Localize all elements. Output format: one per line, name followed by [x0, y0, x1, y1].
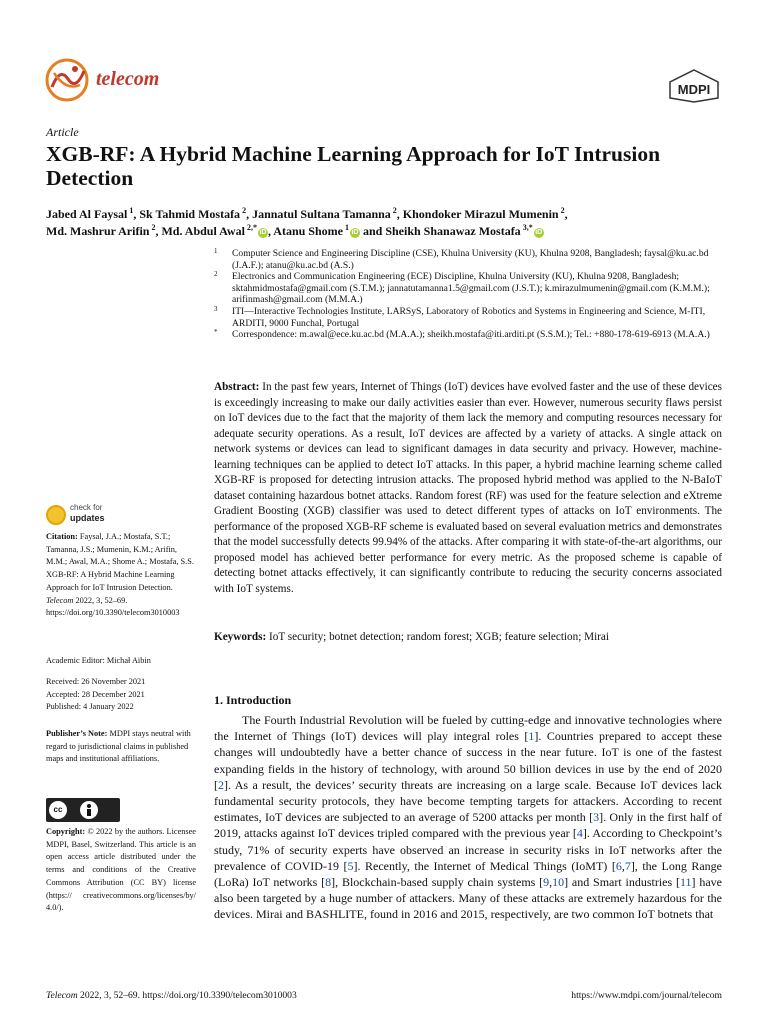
- intro-text-segment: ], the Long Range (LoRa) IoT networks [: [214, 858, 722, 890]
- reference-link[interactable]: 7: [624, 858, 631, 873]
- intro-text-segment: ], Blockchain-based supply chain systems [: [331, 875, 544, 890]
- intro-text-segment: ]. Only in the first half of 2019, attacks against IoT devices tripled compared with the previous year [: [214, 810, 722, 841]
- mdpi-logo-text: MDPI: [677, 82, 711, 97]
- author-affiliation-mark: 2: [240, 206, 247, 215]
- journal-name[interactable]: telecom: [96, 68, 160, 90]
- orcid-icon[interactable]: iD: [351, 229, 359, 236]
- reference-link[interactable]: 4: [576, 826, 583, 841]
- author-affiliation-mark: 2: [558, 206, 565, 215]
- publication-dates: [46, 676, 196, 714]
- reference-link[interactable]: 10: [552, 875, 565, 890]
- check-updates-icon: [46, 505, 66, 525]
- keywords: [214, 630, 722, 646]
- check-updates-label: check for updates: [70, 503, 105, 523]
- intro-text-segment: ] have also been targeted by a huge number of attackers. Many of these attacks are extremely hazardous for the devices. Mirai and BASHLITE, found in 2016 and 2015, respectively, are two common IoT botnets that: [214, 875, 722, 922]
- author-affiliation-mark: 2,*: [244, 223, 257, 232]
- citation-block: Citation: Faysal, J.A.; Mostafa, S.T.; Tamanna, J.S.; Mumenin, K.M.; Arifin, M.M.; Awal, M.A.; Shome A.; Mostafa, S.S. XGB-RF: A Hybrid Machine Learning Approach for IoT Intrusion Detection. Telecom 2022, 3, 52–69. https://doi.org/10.3390/telecom3010003: [46, 532, 194, 618]
- intro-text-segment: ] and Smart industries [: [564, 875, 680, 890]
- accepted-date: Accepted: 28 December 2021: [46, 689, 145, 699]
- publisher-note: Publisher’s Note: MDPI stays neutral with regard to jurisdictional claims in published maps and institutional affiliations.: [46, 729, 191, 764]
- author-name: Khondoker Mirazul Mumenin: [402, 207, 559, 221]
- intro-text-segment: ,: [621, 858, 625, 873]
- author-affiliation-mark: 1: [342, 223, 349, 232]
- reference-link[interactable]: 6: [615, 858, 622, 873]
- check-for-updates-button[interactable]: [46, 503, 136, 529]
- copyright-notice: Copyright: © 2022 by the authors. Licensee MDPI, Basel, Switzerland. This article is an open access article distributed under the terms and conditions of the Creative Commons Attribution (CC BY) license (https:// creativecommons.org/licenses/by/ 4.0/).: [46, 827, 196, 913]
- affiliations: [214, 248, 726, 341]
- cc-by-license-badge[interactable]: [46, 798, 120, 822]
- affiliation-item: [214, 306, 726, 329]
- reference-link[interactable]: 3: [593, 810, 600, 825]
- section-heading-introduction: 1. Introduction: [214, 693, 292, 707]
- paper-title: XGB-RF: A Hybrid Machine Learning Approach for IoT Intrusion Detection: [46, 142, 661, 190]
- author-name: Md. Mashrur Arifin: [46, 224, 150, 238]
- affiliation-item: [214, 271, 726, 306]
- author-name: Jannatul Sultana Tamanna: [252, 207, 391, 221]
- author-affiliation-mark: 2: [390, 206, 397, 215]
- keywords-label: Keywords:: [214, 631, 267, 643]
- introduction-paragraph: [214, 712, 722, 923]
- reference-link[interactable]: 2: [218, 777, 224, 792]
- reference-link[interactable]: 5: [347, 858, 354, 873]
- reference-link[interactable]: 8: [325, 875, 332, 890]
- cc-icon: cc: [49, 801, 67, 819]
- intro-text-segment: The Fourth Industrial Revolution will be fueled by cutting-edge and innovative technologies where the Internet of Things (IoT) devices will play integral roles [: [214, 713, 722, 744]
- abstract: [214, 380, 722, 597]
- intro-text-segment: ]. According to Checkpoint’s study, 71% of security experts have observed an increase in security risks in IoT networks after the prevalence of COVID-19 [: [214, 826, 722, 873]
- footer-journal-url[interactable]: https://www.mdpi.com/journal/telecom: [571, 990, 722, 1001]
- intro-text-segment: ]. As a result, the devices’ security threats are increasing on a large scale. Because IoT devices lack fundamental security protocols, they have become tempting targets for attackers. According to recent estimates, IoT devices are subjected to an average of 5200 attacks per month [: [214, 777, 722, 825]
- author-name: Jabed Al Faysal: [46, 207, 128, 221]
- reference-link[interactable]: 11: [679, 875, 692, 890]
- orcid-icon[interactable]: iD: [259, 229, 267, 236]
- affiliation-item: [214, 248, 726, 271]
- author-affiliation-mark: 3,*: [520, 223, 533, 232]
- author-line-1: Jabed Al Faysal $^1$, Sk Tahmid Mostafa $^2$, Jannatul Sultana Tamanna $^2$, Khondoker Mirazul Mumenin $^2$,: [46, 206, 568, 221]
- affiliation-text: Correspondence: m.awal@ece.ku.ac.bd (M.A.A.); sheikh.mostafa@iti.arditi.pt (S.S.M.); Tel.: +880-178-619-6913 (M.A.A.): [232, 329, 710, 341]
- telecom-logo-icon: [44, 57, 90, 103]
- received-date: Received: 26 November 2021: [46, 677, 146, 686]
- author-list: [46, 206, 726, 240]
- author-affiliation-mark: 2: [149, 223, 156, 232]
- citation-doi-link[interactable]: 2022, 3, 52–69. https://doi.org/10.3390/telecom3010003: [46, 595, 180, 618]
- affiliation-text: ITI—Interactive Technologies Institute, LARSyS, Laboratory of Robotics and Systems in Engineering and Science, M-ITI, ARDITI, 9000 Funchal, Portugal: [232, 305, 706, 329]
- author-line-2: Md. Mashrur Arifin $^2$, Md. Abdul Awal $^{2,*}$iD , Atanu Shome $^1$iD and Sheikh Shanawaz Mostafa $^{3,*}$iD: [46, 223, 543, 238]
- reference-link[interactable]: 1: [528, 729, 535, 744]
- mdpi-logo-icon[interactable]: [666, 68, 722, 104]
- abstract-label: Abstract:: [214, 381, 260, 393]
- affiliation-mark: 1: [214, 247, 218, 255]
- published-date: Published: 4 January 2022: [46, 702, 134, 712]
- author-name: Sheikh Shanawaz Mostafa: [385, 224, 521, 238]
- article-type: Article: [46, 125, 79, 139]
- affiliation-mark: 3: [214, 304, 218, 313]
- intro-text-segment: ,: [549, 875, 553, 890]
- intro-text-segment: ]. Countries prepared to accept these changes will undoubtedly have a better chance of success in the near future. IoT is one of the fastest expanding fields in the history of technology, with around 50 billion devices in use by the end of 2020 [: [214, 729, 722, 792]
- academic-editor: Academic Editor: Michał Aibin: [46, 656, 151, 665]
- author-affiliation-mark: 1: [127, 206, 134, 215]
- intro-text-segment: ]. Recently, the Internet of Medical Things (IoMT) [: [353, 858, 616, 873]
- author-name: Md. Abdul Awal: [161, 224, 245, 238]
- footer-citation: Telecom 2022, 3, 52–69. https://doi.org/10.3390/telecom3010003: [46, 990, 297, 1001]
- reference-link[interactable]: 9: [543, 875, 550, 890]
- affiliation-mark: *: [214, 328, 218, 337]
- keywords-text: IoT security; botnet detection; random forest; XGB; feature selection; Mirai: [269, 631, 609, 643]
- author-name: Sk Tahmid Mostafa: [139, 207, 241, 221]
- affiliation-text: Electronics and Communication Engineering (ECE) Discipline, Khulna University (KU), Khulna 9208, Bangladesh; sktahmidmostafa@gmail.com (S.T.M.); jannatutamanna1.5@gmail.com (J.S.T.); k.mirazulmumenin@gmail.com (K.M.M.); arifinmash@gmail.com (M.M.A.): [232, 271, 710, 306]
- abstract-text: In the past few years, Internet of Things (IoT) devices have evolved faster and the use of these devices is exceedingly increasing to make our daily activities easier than ever. However, numerous security flaws persist on IoT devices due to the fact that the majority of them lack the memory and computing resources necessary for adequate security operations. As a result, IoT devices are affected by a variety of attacks. A single attack on network systems or devices can lead to significant damages in data security and privacy. However, machine-learning techniques can be applied to detect IoT attacks. In this paper, a hybrid machine learning scheme called XGB-RF is proposed for detecting intrusion attacks. The proposed hybrid method was applied to the N-BaIoT dataset containing hazardous botnet attacks. Random forest (RF) was used for the feature selection and eXtreme Gradient Boosting (XGB) classifier was used to detect different types of attacks on IoT environments. The performance of the proposed XGB-RF scheme is evaluated based on several evaluation metrics and demonstrates that the model successfully detects 99.94% of the attacks. After comparing it with state-of-the-art algorithms, our proposed model has achieved better performance for every metric. As the proposed scheme is capable of detecting botnet attacks effectively, it can significantly contribute to reducing the security concerns associated with IoT systems.: [214, 381, 723, 595]
- affiliation-mark: 2: [214, 270, 218, 279]
- affiliation-item: [214, 329, 726, 341]
- attribution-icon: [80, 801, 98, 819]
- orcid-icon[interactable]: iD: [535, 229, 543, 236]
- author-name: Atanu Shome: [273, 224, 343, 238]
- affiliation-text: Computer Science and Engineering Discipline (CSE), Khulna University (KU), Khulna 9208, Bangladesh; faysal@ku.ac.bd (J.A.F.); atanu@ku.ac.bd (A.S.): [232, 248, 709, 271]
